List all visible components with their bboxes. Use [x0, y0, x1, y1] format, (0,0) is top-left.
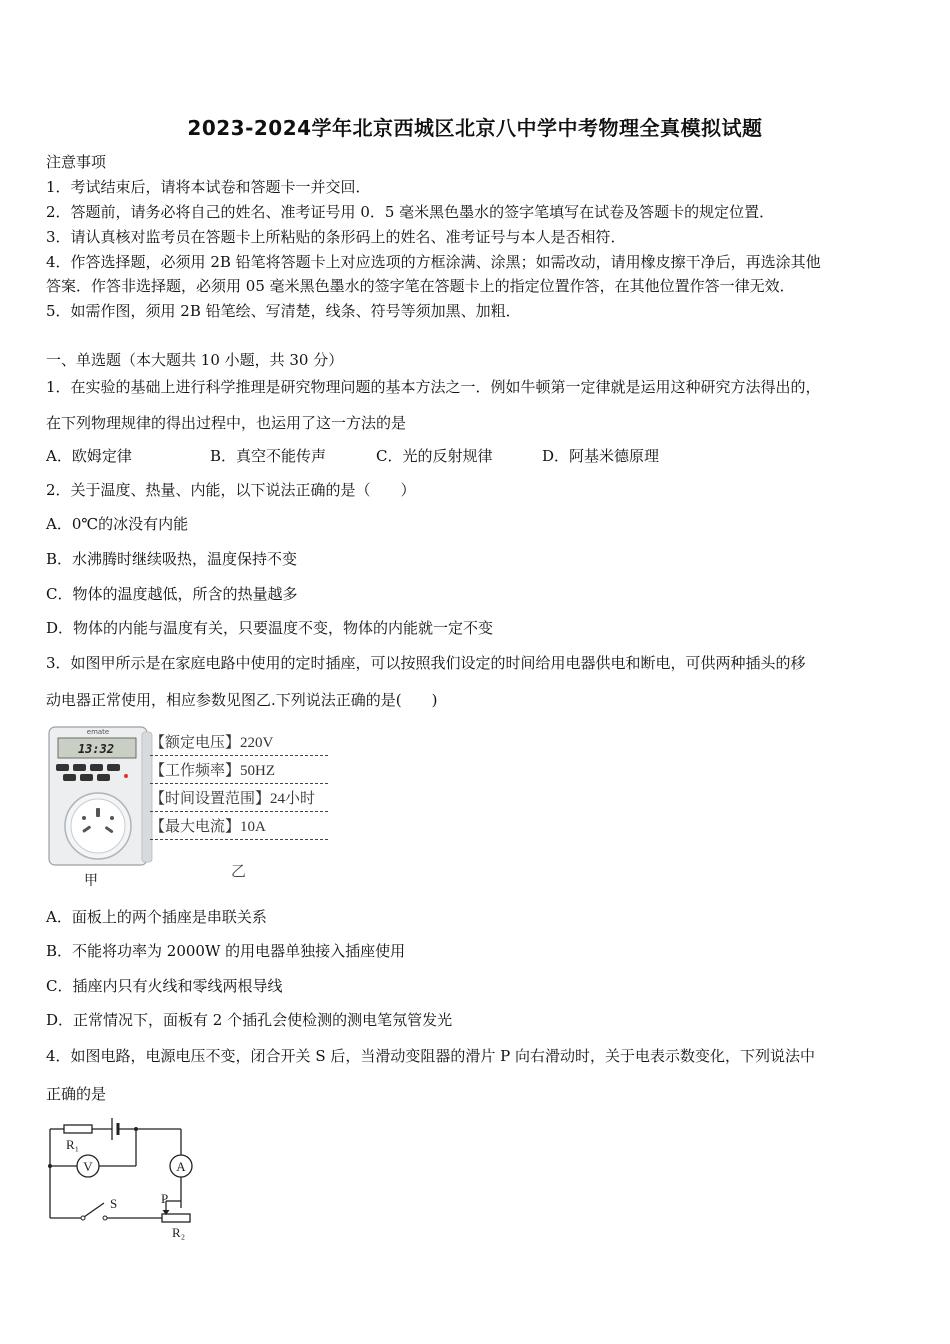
junction	[134, 1127, 138, 1131]
q2-option-c: C．物体的温度越低，所含的热量越多	[46, 585, 298, 603]
figure-label-yi: 乙	[231, 862, 247, 880]
notice-item: 5．如需作图，须用 2B 铅笔绘、写清楚，线条、符号等须加黑、加粗．	[46, 302, 521, 320]
indicator-light	[124, 774, 128, 778]
switch-contact	[81, 1216, 85, 1220]
q1-option-c: C．光的反射规律	[376, 447, 493, 465]
q2-option-a: A．0℃的冰没有内能	[46, 515, 189, 533]
spec-time-range: 【时间设置范围】24小时	[150, 791, 316, 807]
switch-contact	[103, 1216, 107, 1220]
question-4-stem: 4．如图电路，电源电压不变，闭合开关 S 后，当滑动变阻器的滑片 P 向右滑动时，关于电表示数变化，下列说法中	[46, 1047, 815, 1065]
question-3-stem: 3．如图甲所示是在家庭电路中使用的定时插座，可以按照我们设定的时间给用电器供电和断电，可供两种插头的移	[46, 654, 806, 672]
spec-frequency: 【工作频率】50HZ	[150, 763, 275, 779]
notice-item: 答案．作答非选择题，必须用 05 毫米黑色墨水的签字笔在答题卡上的指定位置作答，在其他位置作答一律无效．	[46, 277, 795, 295]
q3-option-c: C．插座内只有火线和零线两根导线	[46, 977, 283, 995]
question-2-stem: 2．关于温度、热量、内能，以下说法正确的是（ ）	[46, 481, 416, 499]
label-p: P	[161, 1191, 169, 1206]
question-1-stem: 1．在实验的基础上进行科学推理是研究物理问题的基本方法之一．例如牛顿第一定律就是运用这种研究方法得出的，	[46, 378, 821, 396]
spec-max-current: 【最大电流】10A	[150, 819, 266, 835]
q2-option-b: B．水沸腾时继续吸热，温度保持不变	[46, 550, 298, 568]
label-r1: R₁	[66, 1137, 80, 1152]
label-v: V	[83, 1159, 93, 1174]
section-heading: 一、单选题（本大题共 10 小题，共 30 分）	[46, 351, 344, 369]
question-4-stem-cont: 正确的是	[46, 1085, 107, 1103]
switch-s	[84, 1203, 104, 1217]
notice-heading: 注意事项	[46, 153, 107, 171]
notice-item: 4．作答选择题，必须用 2B 铅笔将答题卡上对应选项的方框涂满、涂黑；如需改动，请用橡皮擦干净后，再选涂其他	[46, 253, 821, 271]
q2-option-d: D．物体的内能与温度有关，只要温度不变，物体的内能就一定不变	[46, 619, 494, 637]
timer-socket-figure	[46, 722, 156, 872]
circuit-diagram	[44, 1112, 204, 1242]
notice-item: 3．请认真核对监考员在答题卡上所粘贴的条形码上的姓名、准考证号与本人是否相符．	[46, 228, 626, 246]
page-title: 2023-2024学年北京西城区北京八中学中考物理全真模拟试题	[187, 116, 763, 140]
notice-item: 2．答题前，请务必将自己的姓名、准考证号用 0．5 毫米黑色墨水的签字笔填写在试卷及答题卡的规定位置．	[46, 203, 775, 221]
spec-divider	[150, 783, 328, 784]
q3-option-d: D．正常情况下，面板有 2 个插孔会使检测的测电笔氖管发光	[46, 1011, 453, 1029]
notice-item: 1．考试结束后，请将本试卷和答题卡一并交回．	[46, 178, 371, 196]
outlet-inner	[71, 799, 125, 853]
q3-option-a: A．面板上的两个插座是串联关系	[46, 908, 267, 926]
rheostat-r2	[162, 1214, 190, 1222]
figure-label-jia: 甲	[84, 873, 98, 889]
q1-option-d: D．阿基米德原理	[542, 447, 660, 465]
junction	[48, 1164, 52, 1168]
question-1-stem-cont: 在下列物理规律的得出过程中，也运用了这一方法的是	[46, 414, 407, 432]
label-s: S	[110, 1196, 118, 1211]
question-3-stem-cont: 动电器正常使用，相应参数见图乙.下列说法正确的是( )	[46, 691, 438, 709]
spec-divider	[150, 755, 328, 756]
spec-rated-voltage: 【额定电压】220V	[150, 735, 274, 751]
label-a: A	[176, 1159, 186, 1174]
brand-label: emate	[86, 728, 110, 736]
spec-divider	[150, 811, 328, 812]
q3-option-b: B．不能将功率为 2000W 的用电器单独接入插座使用	[46, 942, 406, 960]
spec-divider	[150, 839, 328, 840]
q1-option-b: B．真空不能传声	[210, 447, 327, 465]
q1-option-a: A．欧姆定律	[46, 447, 132, 465]
label-r2: R₂	[172, 1225, 186, 1240]
lcd-time: 13:32	[77, 742, 115, 756]
resistor-r1	[64, 1125, 92, 1133]
